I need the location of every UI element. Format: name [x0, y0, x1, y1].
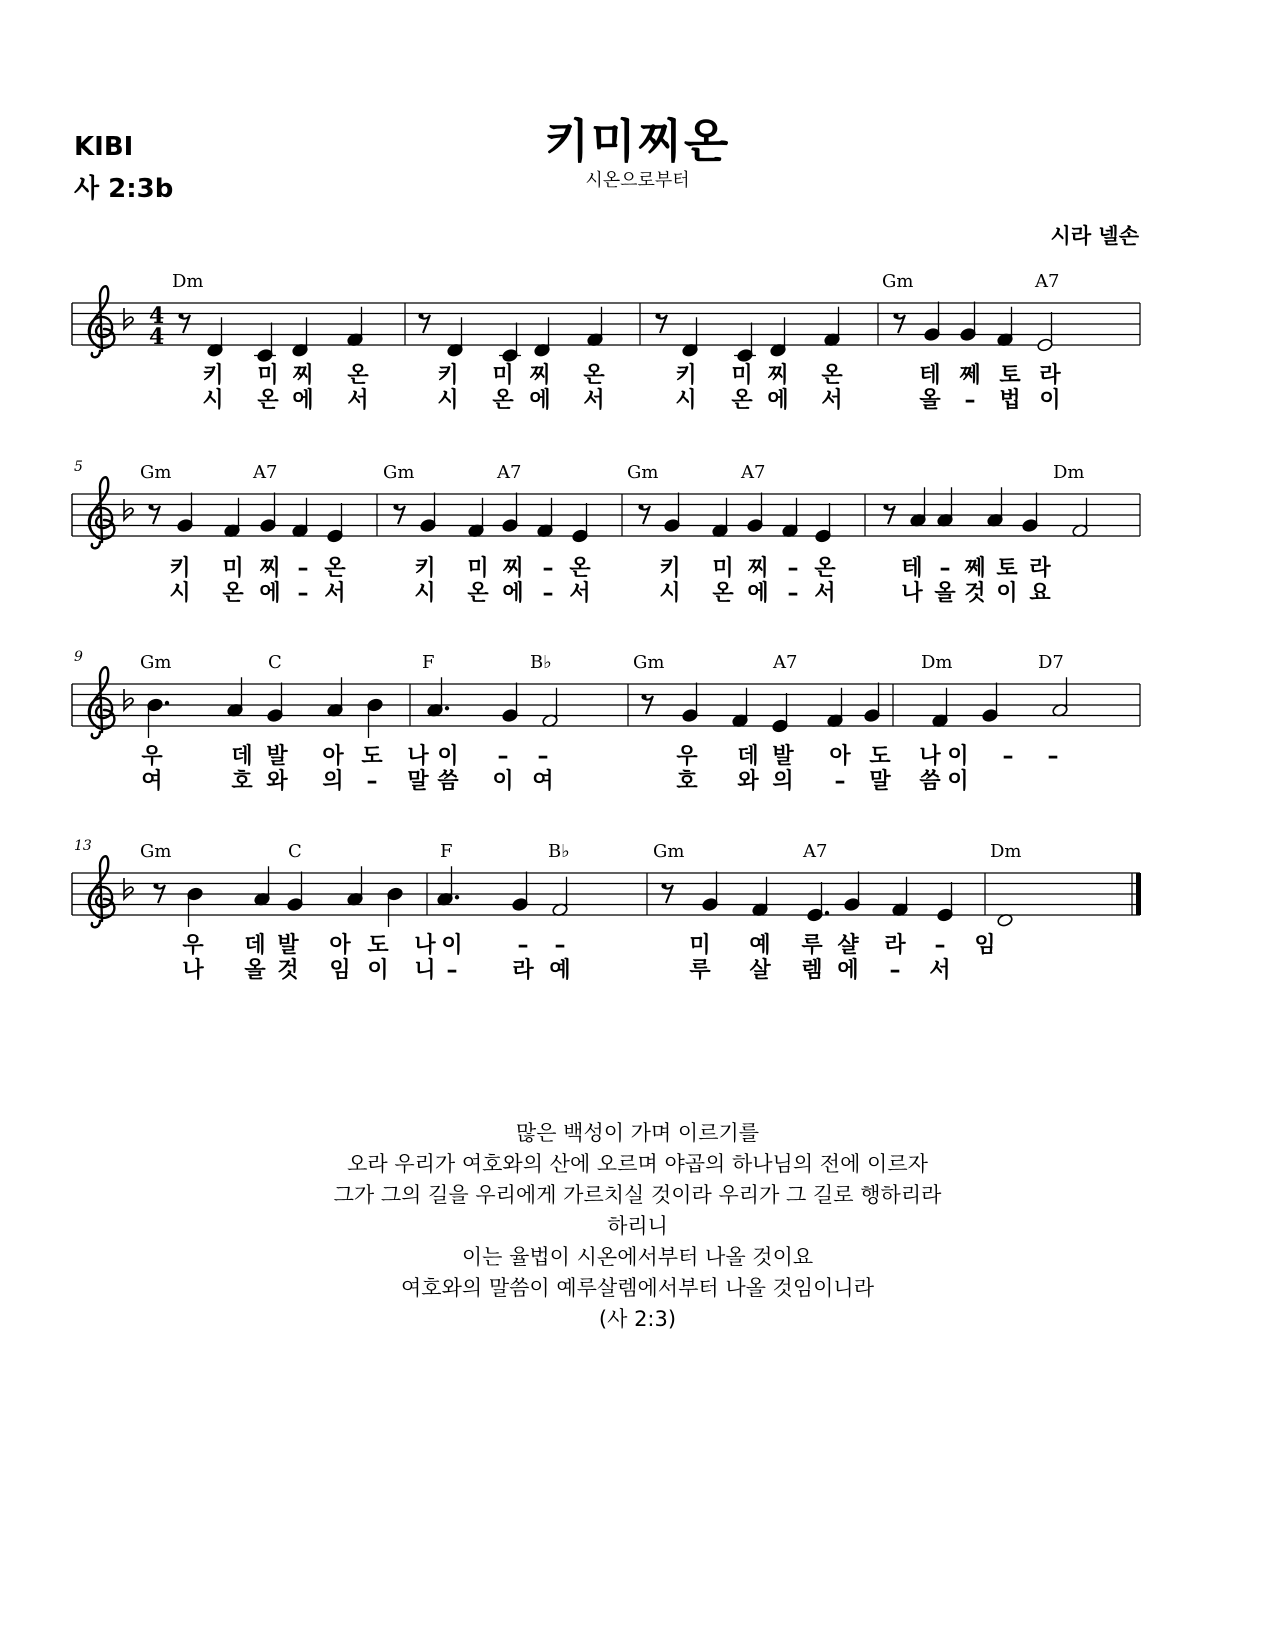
- rest-dot: [661, 883, 666, 888]
- chord-symbol: B♭: [530, 652, 552, 673]
- lyric-syllable: –: [297, 581, 309, 606]
- lyric-syllable: 법: [999, 388, 1021, 413]
- lyric-syllable: 올: [244, 958, 266, 983]
- lyric-syllable: –: [542, 581, 554, 606]
- staff-system: [72, 459, 1140, 606]
- lyric-syllable: 이: [947, 769, 969, 794]
- lyric-syllable: 찌: [502, 556, 524, 581]
- lyric-syllable: 온: [569, 556, 591, 581]
- lyric-syllable: 라: [884, 933, 906, 958]
- lyric-syllable: 데: [737, 744, 759, 769]
- lyric-syllable: 서: [814, 581, 836, 606]
- note-head: [815, 529, 832, 543]
- lyric-syllable: –: [834, 769, 846, 794]
- lyric-syllable: –: [542, 556, 554, 581]
- chord-symbol: A7: [253, 462, 278, 483]
- lyric-syllable: 미: [689, 933, 711, 958]
- lyric-syllable: –: [964, 388, 976, 413]
- rest-dot: [393, 504, 398, 509]
- note-head: [1037, 338, 1054, 352]
- lyric-syllable: 나: [182, 958, 204, 983]
- note-head: [924, 327, 941, 341]
- rest-dot: [655, 313, 660, 318]
- lyric-syllable: 이: [492, 769, 514, 794]
- lyric-syllable: 와: [266, 769, 288, 794]
- note-head: [960, 327, 977, 341]
- lyric-syllable: 호: [676, 769, 698, 794]
- lyric-syllable: 아: [322, 744, 344, 769]
- lyric-syllable: 올: [919, 388, 941, 413]
- flat-icon: [124, 689, 133, 710]
- note-head: [177, 518, 194, 532]
- rest-dot: [893, 313, 898, 318]
- scripture-line: 오라 우리가 여호와의 산에 오르며 야곱의 하나님의 전에 이르자: [347, 1152, 928, 1176]
- lyric-syllable: 서: [583, 388, 605, 413]
- lyric-syllable: 온: [222, 581, 244, 606]
- lyric-syllable: 나: [919, 744, 941, 769]
- lyric-syllable: 에: [502, 581, 524, 606]
- chord-symbol: Gm: [882, 271, 914, 292]
- final-barline: [1136, 873, 1141, 915]
- lyric-syllable: 올: [934, 581, 956, 606]
- lyric-syllable: 여: [141, 769, 163, 794]
- measure-number: 5: [74, 459, 83, 475]
- note-head: [367, 698, 384, 712]
- lyric-syllable: 온: [467, 581, 489, 606]
- treble-clef-icon: [89, 477, 115, 548]
- lyric-syllable: 루: [689, 958, 711, 983]
- lyric-syllable: 서: [821, 388, 843, 413]
- song-title: 키미찌온: [544, 114, 731, 168]
- lyric-syllable: –: [1002, 744, 1014, 769]
- lyric-syllable: 찌: [767, 363, 789, 388]
- lyric-syllable: 우: [182, 933, 204, 958]
- lyric-syllable: 온: [731, 388, 753, 413]
- chord-symbol: Dm: [1053, 462, 1085, 483]
- lyric-syllable: 온: [814, 556, 836, 581]
- song-subtitle: 시온으로부터: [585, 170, 690, 191]
- lyric-syllable: 라: [1039, 363, 1061, 388]
- lyric-syllable: 테: [901, 556, 923, 581]
- lyric-syllable: 시: [202, 388, 224, 413]
- scripture-line: 그가 그의 길을 우리에게 가르치실 것이라 우리가 그 길로 행하리라: [333, 1183, 942, 1207]
- lyric-syllable: 말: [869, 769, 891, 794]
- flat-icon: [124, 308, 133, 329]
- note-head: [147, 698, 164, 712]
- rest-dot: [638, 504, 643, 509]
- time-signature: 4: [149, 324, 165, 350]
- chord-symbol: D7: [1038, 652, 1064, 673]
- note-head: [702, 897, 719, 911]
- staff-system: [72, 649, 1140, 794]
- time-signature: 4: [149, 303, 165, 329]
- note-head: [1022, 518, 1039, 532]
- lyric-syllable: 씀: [919, 769, 941, 794]
- lyric-syllable: 살: [749, 958, 771, 983]
- lyric-syllable: 에: [767, 388, 789, 413]
- scripture-line: 많은 백성이 가며 이르기를: [515, 1121, 760, 1145]
- measure-number: 9: [74, 649, 83, 665]
- lyric-syllable: 찌: [529, 363, 551, 388]
- lyric-syllable: 것: [277, 958, 299, 983]
- lyric-syllable: 렘: [801, 958, 823, 983]
- rest-dot: [418, 313, 423, 318]
- lyric-syllable: –: [537, 744, 549, 769]
- lyric-syllable: 서: [929, 958, 951, 983]
- measure-number: 13: [74, 838, 92, 854]
- lyric-syllable: –: [889, 958, 901, 983]
- treble-clef-icon: [89, 667, 115, 738]
- lyric-syllable: 키: [202, 363, 224, 388]
- lyric-syllable: 데: [231, 744, 253, 769]
- lyric-syllable: 미: [467, 556, 489, 581]
- lyric-syllable: 샬: [837, 933, 859, 958]
- lyric-syllable: 온: [583, 363, 605, 388]
- lyric-syllable: 말: [407, 769, 429, 794]
- note-dot: [165, 701, 169, 705]
- note-dot: [455, 895, 459, 899]
- lyric-syllable: 이: [437, 744, 459, 769]
- lyric-syllable: 키: [169, 556, 191, 581]
- lyric-syllable: 쩨: [964, 556, 986, 581]
- lyric-syllable: 의: [772, 769, 794, 794]
- lyric-syllable: –: [297, 556, 309, 581]
- chord-symbol: Dm: [990, 841, 1022, 862]
- lyric-syllable: 아: [329, 933, 351, 958]
- lyric-syllable: 온: [257, 388, 279, 413]
- lyric-syllable: –: [1047, 744, 1059, 769]
- lyric-syllable: 토: [999, 363, 1021, 388]
- lyric-syllable: –: [787, 581, 799, 606]
- chord-symbol: C: [268, 652, 282, 673]
- lyric-syllable: 쩨: [959, 363, 981, 388]
- note-head: [664, 518, 681, 532]
- lyric-syllable: 시: [659, 581, 681, 606]
- chord-symbol: Gm: [140, 652, 172, 673]
- lyric-syllable: 온: [324, 556, 346, 581]
- lyric-syllable: 것: [964, 581, 986, 606]
- scripture-line: (사 2:3): [598, 1307, 677, 1331]
- lyric-syllable: 키: [659, 556, 681, 581]
- scripture-reference: 사 2:3b: [74, 174, 174, 204]
- lyric-syllable: 니: [414, 958, 436, 983]
- rest-dot: [883, 504, 888, 509]
- note-head: [420, 518, 437, 532]
- lyric-syllable: 에: [529, 388, 551, 413]
- lyric-syllable: 온: [712, 581, 734, 606]
- chord-symbol: Gm: [633, 652, 665, 673]
- lyric-syllable: 발: [772, 744, 794, 769]
- lyric-syllable: 이: [367, 958, 389, 983]
- note-head: [187, 887, 204, 901]
- note-head: [260, 518, 277, 532]
- lyric-syllable: 라: [1029, 556, 1051, 581]
- note-head: [772, 719, 789, 733]
- lyric-syllable: –: [934, 933, 946, 958]
- lyric-syllable: 에: [292, 388, 314, 413]
- lyric-syllable: 발: [277, 933, 299, 958]
- rest-dot: [178, 313, 183, 318]
- chord-symbol: Gm: [653, 841, 685, 862]
- rest-dot: [148, 504, 153, 509]
- lyric-syllable: 미: [712, 556, 734, 581]
- lyric-syllable: 시: [675, 388, 697, 413]
- lyric-syllable: –: [517, 933, 529, 958]
- lyric-syllable: 여: [532, 769, 554, 794]
- composer-name: 시라 넬손: [1050, 224, 1139, 248]
- lyric-syllable: 도: [869, 744, 891, 769]
- treble-clef-icon: [89, 286, 115, 357]
- lyric-syllable: 아: [829, 744, 851, 769]
- lyric-syllable: 이: [441, 933, 463, 958]
- lyric-syllable: 미: [222, 556, 244, 581]
- chord-symbol: A7: [741, 462, 766, 483]
- note-head: [982, 708, 999, 722]
- chord-symbol: Dm: [921, 652, 953, 673]
- lyric-syllable: 서: [324, 581, 346, 606]
- lyric-syllable: 나: [901, 581, 923, 606]
- staff-system: [72, 838, 1141, 983]
- chord-symbol: F: [422, 652, 435, 673]
- lyric-syllable: 우: [141, 744, 163, 769]
- lyric-syllable: 나: [407, 744, 429, 769]
- scripture-line: 이는 율법이 시온에서부터 나올 것이요: [461, 1245, 814, 1269]
- scripture-line: 하리니: [607, 1214, 668, 1238]
- lyric-syllable: –: [366, 769, 378, 794]
- note-head: [267, 708, 284, 722]
- note-head: [682, 708, 699, 722]
- treble-clef-icon: [89, 856, 115, 927]
- scripture-text: [0, 1118, 1275, 1335]
- note-dot: [825, 911, 829, 915]
- chord-symbol: Gm: [383, 462, 415, 483]
- scripture-line: 여호와의 말씀이 예루살렘에서부터 나올 것임이니라: [401, 1276, 874, 1300]
- lyric-syllable: 임: [974, 933, 996, 958]
- lyric-syllable: 키: [414, 556, 436, 581]
- lyric-syllable: 도: [367, 933, 389, 958]
- lyric-syllable: 요: [1029, 581, 1051, 606]
- lyric-syllable: 찌: [259, 556, 281, 581]
- note-head: [844, 897, 861, 911]
- note-head: [287, 897, 304, 911]
- lyric-syllable: –: [497, 744, 509, 769]
- note-head: [512, 897, 529, 911]
- lyric-syllable: 찌: [747, 556, 769, 581]
- lyric-syllable: 키: [437, 363, 459, 388]
- lyric-syllable: 미: [492, 363, 514, 388]
- lyric-syllable: 에: [259, 581, 281, 606]
- lyric-syllable: 시: [169, 581, 191, 606]
- note-head: [387, 887, 404, 901]
- rest-dot: [153, 883, 158, 888]
- lyric-syllable: 우: [676, 744, 698, 769]
- lyric-syllable: 온: [347, 363, 369, 388]
- lyric-syllable: 키: [675, 363, 697, 388]
- lyric-syllable: 토: [996, 556, 1018, 581]
- lyric-syllable: –: [446, 958, 458, 983]
- note-head: [864, 708, 881, 722]
- chord-symbol: Dm: [172, 271, 204, 292]
- lyric-syllable: –: [554, 933, 566, 958]
- flat-icon: [124, 878, 133, 899]
- lyric-syllable: 온: [821, 363, 843, 388]
- lyric-syllable: 서: [569, 581, 591, 606]
- staff-system: [72, 271, 1140, 413]
- chord-symbol: A7: [497, 462, 522, 483]
- lyric-syllable: 와: [737, 769, 759, 794]
- note-dot: [445, 706, 449, 710]
- lyric-syllable: 발: [266, 744, 288, 769]
- chord-symbol: Gm: [627, 462, 659, 483]
- lyric-syllable: 루: [801, 933, 823, 958]
- lyric-syllable: 찌: [292, 363, 314, 388]
- lyric-syllable: 이: [996, 581, 1018, 606]
- chord-symbol: A7: [1035, 271, 1060, 292]
- lyric-syllable: 예: [549, 958, 571, 983]
- lyric-syllable: 라: [512, 958, 534, 983]
- lyric-syllable: 시: [437, 388, 459, 413]
- chord-symbol: C: [288, 841, 302, 862]
- chord-symbol: Gm: [140, 462, 172, 483]
- lyric-syllable: 도: [361, 744, 383, 769]
- lyric-syllable: 나: [414, 933, 436, 958]
- lyric-syllable: 의: [322, 769, 344, 794]
- lyric-syllable: 온: [492, 388, 514, 413]
- note-head: [937, 908, 954, 922]
- note-head: [502, 518, 519, 532]
- chord-symbol: A7: [773, 652, 798, 673]
- lyric-syllable: 에: [837, 958, 859, 983]
- lyric-syllable: –: [787, 556, 799, 581]
- note-head: [502, 708, 519, 722]
- lyric-syllable: 미: [731, 363, 753, 388]
- lyric-syllable: 시: [414, 581, 436, 606]
- note-head: [807, 908, 824, 922]
- lyric-syllable: 이: [1039, 388, 1061, 413]
- lyric-syllable: 테: [919, 363, 941, 388]
- chord-symbol: Gm: [140, 841, 172, 862]
- chord-symbol: A7: [803, 841, 828, 862]
- lyric-syllable: 호: [231, 769, 253, 794]
- note-head: [747, 518, 764, 532]
- lyric-syllable: 미: [257, 363, 279, 388]
- lyric-syllable: 데: [244, 933, 266, 958]
- lyric-syllable: 임: [329, 958, 351, 983]
- lyric-syllable: 이: [947, 744, 969, 769]
- rest-dot: [641, 694, 646, 699]
- lyric-syllable: 서: [347, 388, 369, 413]
- lyric-syllable: 에: [747, 581, 769, 606]
- chord-symbol: B♭: [548, 841, 570, 862]
- lyric-syllable: 예: [749, 933, 771, 958]
- chord-symbol: F: [440, 841, 453, 862]
- lyric-syllable: 씀: [437, 769, 459, 794]
- note-head: [572, 529, 589, 543]
- collection-tag: KIBI: [74, 132, 134, 162]
- note-head: [327, 529, 344, 543]
- flat-icon: [124, 499, 133, 520]
- lyric-syllable: –: [939, 556, 951, 581]
